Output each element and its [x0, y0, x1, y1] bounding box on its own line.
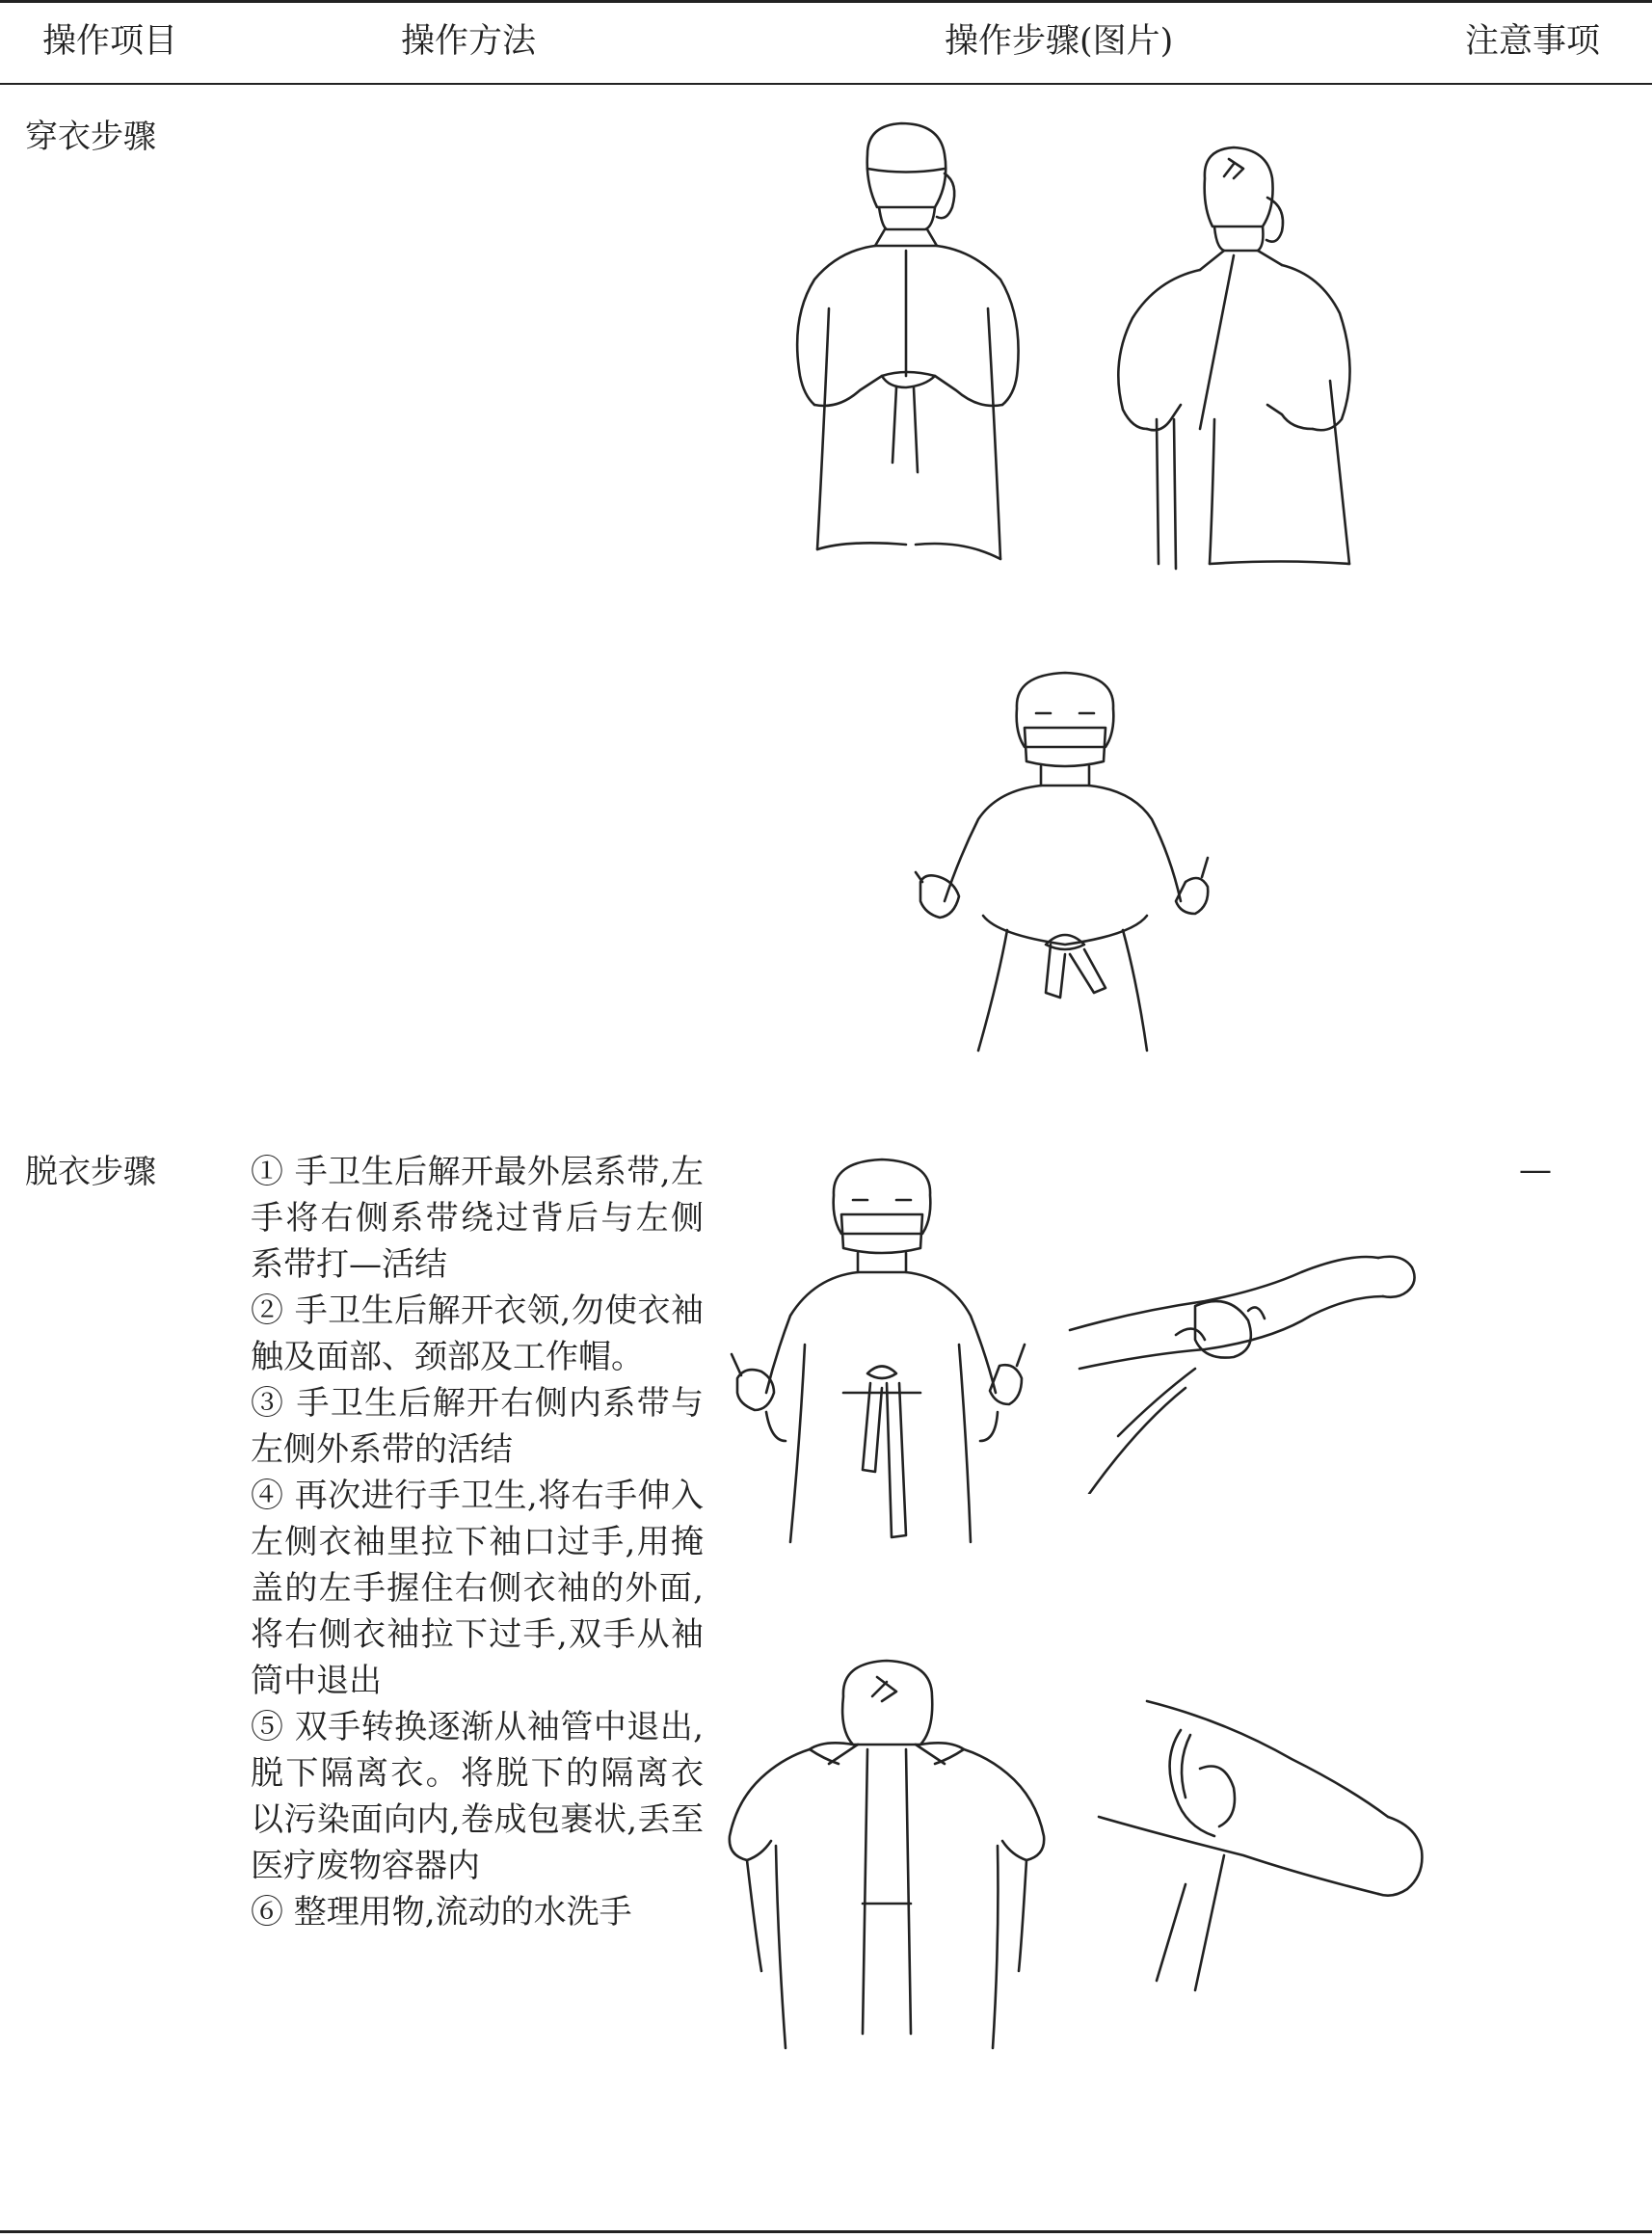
gown-back-tying-waist-illustration [771, 116, 1060, 588]
gown-back-untie-collar-illustration [718, 1653, 1065, 2058]
row-doffing-note: — [1519, 1151, 1552, 1189]
doffing-step-3: ③ 手卫生后解开右侧内系带与左侧外系带的活结 [251, 1384, 704, 1469]
doffing-step-2: ② 手卫生后解开衣领,勿使衣袖触及面部、颈部及工作帽。 [251, 1292, 704, 1376]
gown-front-untied-belt-illustration [718, 1152, 1046, 1566]
header-item: 操作项目 [42, 22, 178, 61]
table-bottom-rule [0, 2230, 1652, 2233]
doffing-method-list [251, 1149, 704, 1935]
header-method: 操作方法 [401, 22, 537, 61]
doffing-step-1: ① 手卫生后解开最外层系带,左手将右侧系带绕过背后与左侧系带打—活结 [251, 1153, 704, 1284]
gown-back-side-view-illustration [1089, 140, 1369, 593]
sleeve-rolling-illustration [1060, 1243, 1426, 1494]
table-header-rule [0, 83, 1652, 85]
doffing-step-6: ⑥ 整理用物,流动的水洗手 [251, 1893, 632, 1932]
doffing-step-5: ⑤ 双手转换逐渐从袖管中退出,脱下隔离衣。将脱下的隔离衣以污染面向内,卷成包裹状,丢至医疗废物容器内 [251, 1708, 704, 1885]
header-notes: 注意事项 [1465, 22, 1601, 61]
row-donning-item: 穿衣步骤 [25, 118, 156, 156]
table-top-rule [0, 0, 1652, 3]
doffing-step-4: ④ 再次进行手卫生,将右手伸入左侧衣袖里拉下袖口过手,用掩盖的左手握住右侧衣袖的外面,将右侧衣袖拉下过手,双手从袖筒中退出 [251, 1477, 704, 1700]
row-doffing-item: 脱衣步骤 [25, 1153, 156, 1191]
sleeve-pulling-illustration [1089, 1692, 1436, 2000]
gown-front-tied-waist-illustration [901, 665, 1229, 1060]
header-steps: 操作步骤(图片) [945, 22, 1174, 61]
